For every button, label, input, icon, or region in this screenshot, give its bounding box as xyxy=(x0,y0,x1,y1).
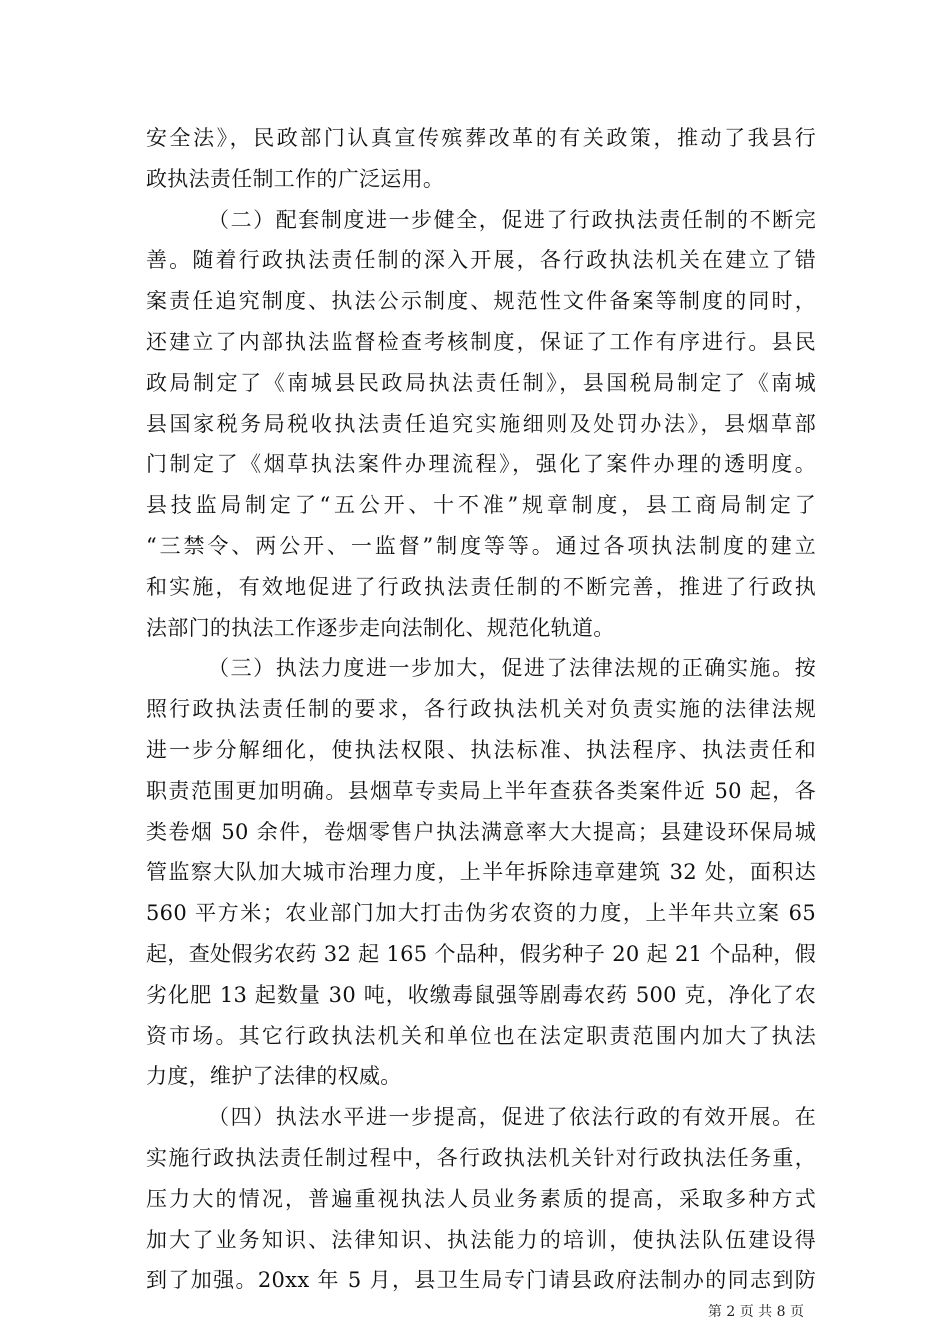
text-line: 资市场。其它行政执法机关和单位也在法定职责范围内加大了执法 xyxy=(146,1023,816,1048)
text-line: 还建立了内部执法监督检查考核制度，保证了工作有序进行。县民 xyxy=(146,329,816,354)
text-line: 类卷烟 50 余件，卷烟零售户执法满意率大大提高；县建设环保局城 xyxy=(146,819,816,844)
text-line: 门制定了《烟草执法案件办理流程》，强化了案件办理的透明度。 xyxy=(146,452,816,477)
text-line: 政局制定了《南城县民政局执法责任制》，县国税局制定了《南城 xyxy=(146,370,816,395)
text-line: 县技监局制定了“五公开、十不准”规章制度，县工商局制定了 xyxy=(146,493,816,518)
paragraph-heading-line: （三）执法力度进一步加大，促进了法律法规的正确实施。按 xyxy=(208,656,816,681)
text-line: 职责范围更加明确。县烟草专卖局上半年查获各类案件近 50 起，各 xyxy=(146,778,816,803)
text-line: 管监察大队加大城市治理力度，上半年拆除违章建筑 32 处，面积达 xyxy=(146,860,816,885)
text-line: 压力大的情况，普遍重视执法人员业务素质的提高，采取多种方式 xyxy=(146,1186,816,1211)
text-line: 进一步分解细化，使执法权限、执法标准、执法程序、执法责任和 xyxy=(146,737,816,762)
text-line: “三禁令、两公开、一监督”制度等等。通过各项执法制度的建立 xyxy=(146,533,816,558)
text-line: 到了加强。20xx 年 5 月，县卫生局专门请县政府法制办的同志到防 xyxy=(146,1268,816,1293)
page-number-footer: 第 2 页 共 8 页 xyxy=(707,1304,804,1320)
text-line: 实施行政执法责任制过程中，各行政执法机关针对行政执法任务重， xyxy=(146,1145,816,1170)
text-line: 案责任追究制度、执法公示制度、规范性文件备案等制度的同时， xyxy=(146,289,816,314)
paragraph-heading-line: （四）执法水平进一步提高，促进了依法行政的有效开展。在 xyxy=(208,1105,816,1130)
text-line: 政执法责任制工作的广泛运用。 xyxy=(146,166,445,191)
text-line: 起，查处假劣农药 32 起 165 个品种，假劣种子 20 起 21 个品种，假 xyxy=(146,941,816,966)
text-line: 和实施，有效地促进了行政执法责任制的不断完善，推进了行政执 xyxy=(146,574,816,599)
text-line: 县国家税务局税收执法责任追究实施细则及处罚办法》，县烟草部 xyxy=(146,411,816,436)
text-line: 法部门的执法工作逐步走向法制化、规范化轨道。 xyxy=(146,615,615,640)
text-line: 560 平方米；农业部门加大打击伪劣农资的力度，上半年共立案 65 xyxy=(146,901,816,926)
text-line: 力度，维护了法律的权威。 xyxy=(146,1064,402,1089)
text-line: 加大了业务知识、法律知识、执法能力的培训，使执法队伍建设得 xyxy=(146,1227,816,1252)
text-line: 善。随着行政执法责任制的深入开展，各行政执法机关在建立了错 xyxy=(146,248,816,273)
document-body xyxy=(146,118,816,1301)
text-line: 安全法》，民政部门认真宣传殡葬改革的有关政策，推动了我县行 xyxy=(146,126,816,150)
paragraph-heading-line: （二）配套制度进一步健全，促进了行政执法责任制的不断完 xyxy=(208,207,816,232)
text-line: 劣化肥 13 起数量 30 吨，收缴毒鼠强等剧毒农药 500 克，净化了农 xyxy=(146,982,816,1007)
text-line: 照行政执法责任制的要求，各行政执法机关对负责实施的法律法规 xyxy=(146,697,816,722)
